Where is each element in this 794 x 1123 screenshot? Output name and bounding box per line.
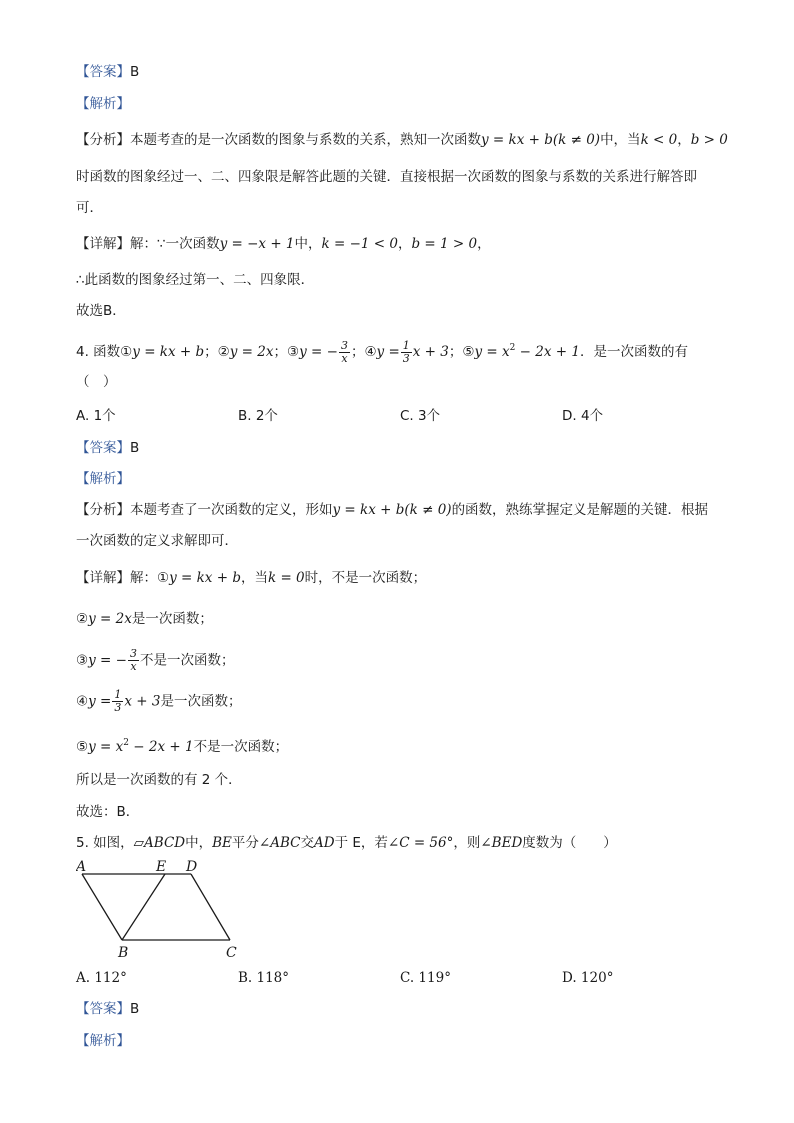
q4-paren: （ ）	[76, 374, 117, 390]
answer-label: 【答案】	[76, 64, 130, 80]
separator: ，	[398, 236, 412, 252]
answer-value: B	[130, 64, 140, 80]
angle: ∠C = 56°	[387, 835, 454, 851]
xiangjie-text: 中，	[294, 236, 322, 252]
vertex-label-a: A	[76, 859, 87, 875]
vertex-label-e: E	[156, 859, 167, 875]
q5-option-a: A. 112°	[76, 970, 127, 986]
fraction	[401, 340, 412, 365]
q4-summary: 所以是一次函数的有 2 个．	[76, 772, 242, 788]
separator: ；	[204, 344, 218, 360]
separator: ；	[448, 344, 463, 360]
circled-number: ②	[217, 344, 230, 360]
answer-label: 【答案】	[76, 1001, 130, 1017]
circled-number: ③	[76, 652, 89, 669]
q4-answer	[76, 438, 139, 458]
answer-label: 【答案】	[76, 440, 130, 456]
stem-prefix: 4. 函数	[76, 344, 121, 360]
q4-option-c: C. 3个	[400, 408, 441, 424]
exponent: 2	[123, 738, 129, 748]
stem-suffix: ．是一次函数的有	[579, 344, 688, 360]
circled-number: ④	[76, 693, 89, 710]
separator: ，	[477, 236, 491, 252]
parallelogram-figure	[76, 858, 256, 962]
condition: k = 0	[267, 570, 305, 586]
xiangjie-text: ，当	[240, 570, 268, 586]
stem-text: 度数为（ ）	[522, 835, 617, 851]
fraction	[112, 689, 123, 714]
fenxi-text: 的函数，熟练掌握定义是解题的关键．根据	[451, 502, 709, 518]
xiangjie-text: 解：∵一次函数	[130, 236, 220, 252]
formula: y = kx + b(k ≠ 0)	[332, 502, 452, 518]
parallelogram-symbol: ▱ABCD	[133, 835, 186, 851]
angle: ∠BED	[480, 835, 523, 851]
stem-text: 中，	[185, 835, 213, 851]
numerator: 3	[340, 338, 348, 352]
fenxi-text: 本题考查的是一次函数的图象与系数的关系，熟知一次函数	[130, 132, 481, 148]
q4-option-a: A. 1个	[76, 408, 116, 424]
xiangjie-text: 解：①	[130, 570, 170, 586]
formula: y = kx + b	[132, 344, 205, 360]
circled-number: ⑤	[76, 739, 89, 755]
q5-answer	[76, 999, 139, 1019]
condition: b = 1 > 0	[411, 236, 478, 252]
exponent: 2	[509, 343, 516, 353]
vertex-label-c: C	[226, 945, 237, 961]
q4-detail-3	[76, 648, 234, 673]
q4-xiangjie	[76, 568, 426, 588]
segment-ab	[82, 874, 122, 940]
circled-number: ②	[76, 611, 89, 627]
q4-fenxi-line2: 一次函数的定义求解即可．	[76, 533, 238, 549]
numerator: 3	[129, 647, 137, 660]
q4-fenxi-line1	[76, 500, 708, 520]
circled-number: ①	[120, 344, 133, 360]
stem-prefix: 5. 如图，	[76, 835, 134, 851]
denominator: 3	[402, 351, 410, 365]
formula: y =	[376, 344, 400, 360]
denominator: x	[130, 660, 137, 673]
formula: x + 3	[412, 344, 449, 360]
detail-text: 是一次函数；	[131, 611, 213, 627]
q4-detail-4	[76, 689, 241, 714]
answer-value: B	[130, 1001, 140, 1017]
segment: AD	[313, 835, 335, 851]
xiangjie-label: 【详解】	[76, 236, 130, 252]
q3-xiangjie	[76, 234, 491, 254]
separator: ；	[273, 344, 287, 360]
numerator: 1	[114, 688, 122, 701]
q3-answer	[76, 62, 139, 82]
detail-text: 不是一次函数；	[139, 652, 235, 669]
xiangjie-label: 【详解】	[76, 570, 130, 586]
circled-number: ⑤	[462, 344, 475, 360]
q4-option-d: D. 4个	[562, 408, 604, 424]
condition: b > 0	[690, 132, 728, 148]
circled-number: ④	[364, 344, 377, 360]
q5-stem	[76, 833, 617, 853]
stem-text: 交	[300, 835, 314, 851]
fenxi-label: 【分析】	[76, 502, 130, 518]
stem-text: ，则	[453, 835, 481, 851]
stem-text: 于 E，若	[334, 835, 388, 851]
formula: y = −	[88, 652, 127, 669]
answer-value: B	[130, 440, 140, 456]
formula: y = kx + b(k ≠ 0)	[481, 132, 601, 148]
fraction	[128, 648, 139, 673]
formula: y = x	[474, 344, 510, 360]
q4-detail-2	[76, 609, 213, 629]
circled-number: ③	[286, 344, 300, 360]
q3-fenxi-line1	[76, 130, 728, 150]
formula: y = −x + 1	[219, 236, 295, 252]
formula: − 2x + 1	[515, 344, 580, 360]
denominator: 3	[114, 701, 122, 714]
q5-option-c: C. 119°	[400, 970, 451, 986]
detail-text: 不是一次函数；	[193, 739, 289, 755]
segment-be	[122, 874, 165, 940]
q3-analysis-title: 【解析】	[76, 96, 130, 112]
formula: x + 3	[124, 693, 161, 710]
q3-fenxi-line2: 时函数的图象经过一、二、四象限是解答此题的关键．直接根据一次函数的图象与系数的关系进行解答即	[76, 169, 697, 185]
q4-option-b: B. 2个	[238, 408, 278, 424]
formula: y = −	[299, 344, 338, 360]
formula: y = x	[88, 739, 124, 755]
q3-choice: 故选B．	[76, 303, 126, 319]
separator: ，	[677, 132, 691, 148]
q3-conclusion: ∴此函数的图象经过第一、二、四象限．	[76, 272, 315, 288]
q5-option-b: B. 118°	[238, 970, 290, 986]
condition: k < 0	[640, 132, 678, 148]
segment: BE	[212, 835, 232, 851]
q4-stem	[76, 338, 688, 365]
stem-text: 平分	[231, 835, 259, 851]
formula: y = kx + b	[169, 570, 241, 586]
fenxi-label: 【分析】	[76, 132, 130, 148]
denominator: x	[341, 351, 348, 365]
vertex-label-d: D	[186, 859, 198, 875]
formula: y = 2x	[229, 344, 274, 360]
q4-choice: 故选：B．	[76, 804, 140, 820]
formula: − 2x + 1	[128, 739, 194, 755]
formula: y =	[88, 693, 112, 710]
q3-fenxi-line3: 可．	[76, 200, 103, 216]
fraction	[339, 340, 350, 365]
q4-analysis-title: 【解析】	[76, 471, 130, 487]
xiangjie-text: 时，不是一次函数；	[304, 570, 427, 586]
figure-lines	[82, 874, 230, 940]
fenxi-text: 中，当	[600, 132, 641, 148]
q4-detail-5	[76, 733, 288, 757]
segment-dc	[191, 874, 230, 940]
angle: ∠ABC	[258, 835, 301, 851]
detail-text: 是一次函数；	[160, 693, 242, 710]
vertex-label-b: B	[118, 945, 129, 961]
fenxi-text: 本题考查了一次函数的定义，形如	[130, 502, 333, 518]
numerator: 1	[402, 338, 410, 352]
q5-analysis-title: 【解析】	[76, 1033, 130, 1049]
separator: ；	[350, 344, 365, 360]
formula: y = 2x	[88, 611, 132, 627]
q5-option-d: D. 120°	[562, 970, 614, 986]
condition: k = −1 < 0	[321, 236, 398, 252]
